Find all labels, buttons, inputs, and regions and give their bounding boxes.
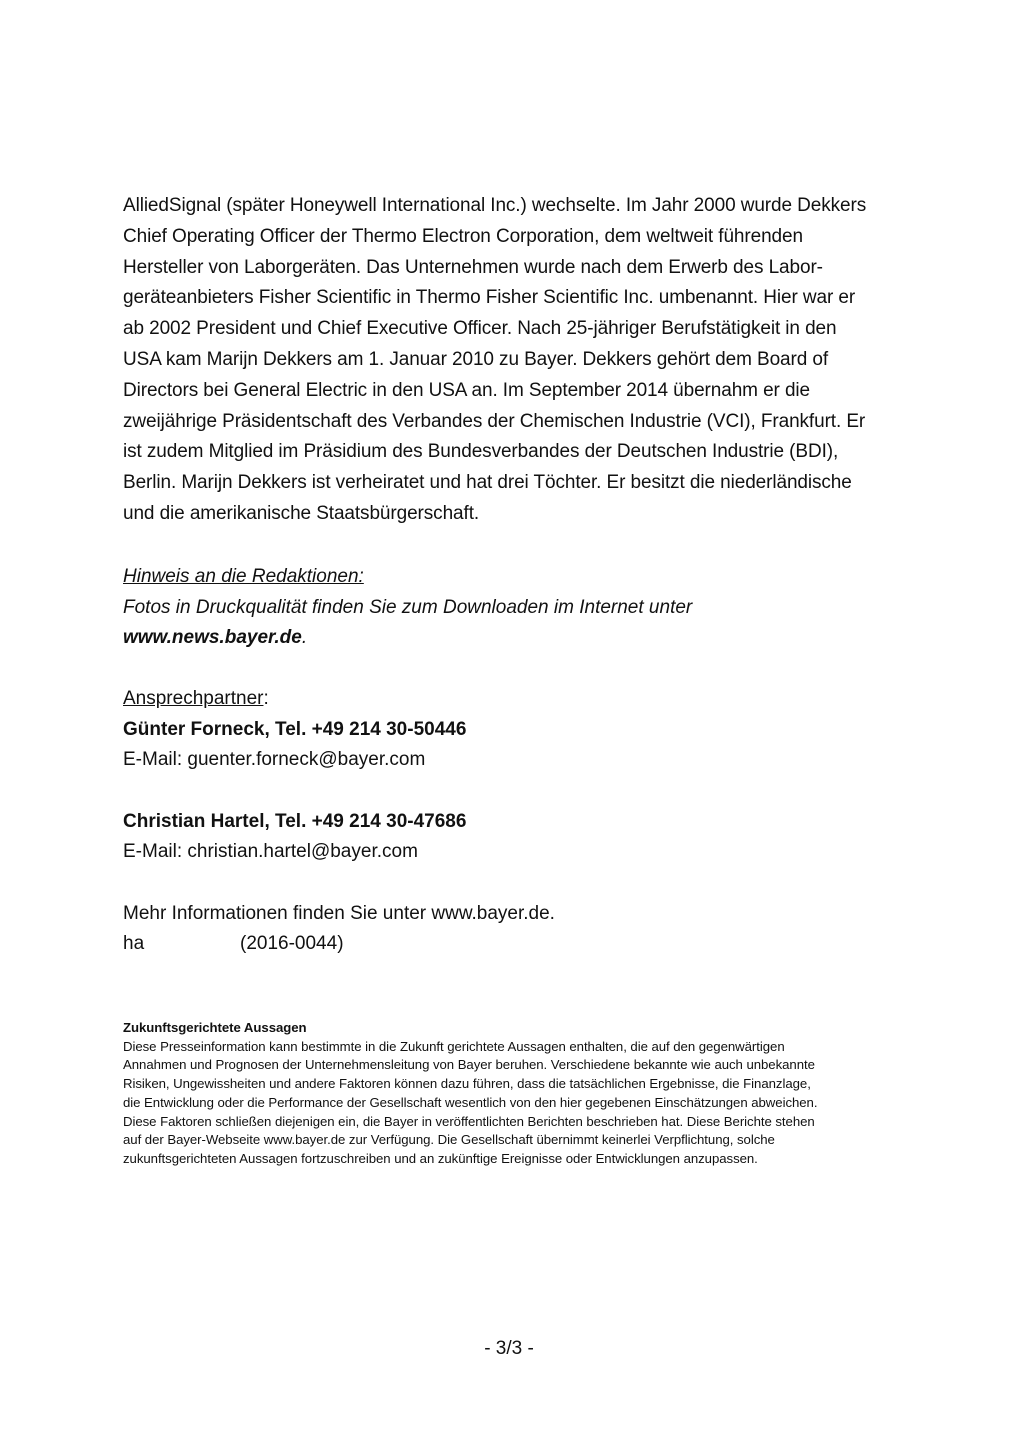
body-line: Hersteller von Laborgeräten. Das Unternehmen wurde nach dem Erwerb des Labor- xyxy=(123,256,823,278)
body-line: zweijährige Präsidentschaft des Verbandes der Chemischen Industrie (VCI), Frankfurt. Er xyxy=(123,410,866,432)
forward-looking-statements xyxy=(123,1019,953,1169)
disclaimer-line: Annahmen und Prognosen der Unternehmensleitung von Bayer beruhen. Verschiedene bekannte wie auch unbekannte xyxy=(123,1057,815,1073)
news-link[interactable]: www.news.bayer.de xyxy=(123,627,302,648)
editor-note-link-row xyxy=(123,623,923,654)
editor-note xyxy=(123,562,923,654)
contact-name-tel: Günter Forneck, Tel. +49 214 30-50446 xyxy=(123,718,467,740)
disclaimer-line: die Entwicklung oder die Performance der Gesellschaft wesentlich von den hier gegebenen Einschätzungen abweichen. xyxy=(123,1094,818,1110)
body-paragraph xyxy=(123,191,953,530)
body-line: Berlin. Marijn Dekkers ist verheiratet und hat drei Töchter. Er besitzt die niederländische xyxy=(123,472,852,494)
disclaimer-line: zukunftsgerichteten Aussagen fortzuschreiben und an zukünftige Ereignisse oder Entwicklungen anzupassen. xyxy=(123,1150,758,1166)
link-suffix: . xyxy=(301,627,308,648)
disclaimer-line: Risiken, Ungewissheiten und andere Faktoren können dazu führen, dass die tatsächlichen Ergebnisse, die Finanzlage, xyxy=(123,1076,811,1092)
body-line: ist zudem Mitglied im Präsidium des Bundesverbandes der Deutschen Industrie (BDI), xyxy=(123,441,839,463)
disclaimer-heading: Zukunftsgerichtete Aussagen xyxy=(123,1020,307,1035)
contact-name-tel: Christian Hartel, Tel. +49 214 30-47686 xyxy=(123,810,467,832)
body-line: ab 2002 President und Chief Executive Officer. Nach 25-jähriger Berufstätigkeit in den xyxy=(123,318,837,340)
body-line: Directors bei General Electric in den USA an. Im September 2014 übernahm er die xyxy=(123,379,811,401)
page-number: - 3/3 - xyxy=(484,1338,534,1359)
contact-email[interactable]: E-Mail: christian.hartel@bayer.com xyxy=(123,841,418,862)
body-line: USA kam Marijn Dekkers am 1. Januar 2010 zu Bayer. Dekkers gehört dem Board of xyxy=(123,348,829,370)
contacts-label-row xyxy=(123,684,923,715)
reference-code: (2016-0044) xyxy=(240,933,344,954)
disclaimer-line: Diese Faktoren schließen diejenigen ein, die Bayer in veröffentlichten Berichten beschrieben hat. Diese Berichte stehen xyxy=(123,1113,815,1129)
body-line: geräteanbieters Fisher Scientific in Thermo Fisher Scientific Inc. umbenannt. Hier war er xyxy=(123,287,856,309)
initials: ha xyxy=(123,933,145,954)
body-line: AlliedSignal (später Honeywell International Inc.) wechselte. Im Jahr 2000 wurde Dekkers xyxy=(123,195,867,216)
editor-note-text: Fotos in Druckqualität finden Sie zum Downloaden im Internet unter xyxy=(123,596,693,618)
disclaimer-line: auf der Bayer-Webseite www.bayer.de zur Verfügung. Die Gesellschaft übernimmt keinerlei Verpflichtung, solche xyxy=(123,1132,775,1148)
contacts-label: Ansprechpartner xyxy=(123,688,264,709)
more-info: Mehr Informationen finden Sie unter www.bayer.de. xyxy=(123,902,555,924)
reference-row xyxy=(123,929,923,960)
body-line: und die amerikanische Staatsbürgerschaft. xyxy=(123,502,480,524)
disclaimer-line: Diese Presseinformation kann bestimmte in die Zukunft gerichtete Aussagen enthalten, die auf den gegenwärtigen xyxy=(123,1038,785,1054)
contacts-label-suffix: : xyxy=(263,688,269,709)
contact-email[interactable]: E-Mail: guenter.forneck@bayer.com xyxy=(123,749,426,770)
body-line: Chief Operating Officer der Thermo Electron Corporation, dem weltweit führenden xyxy=(123,225,803,247)
contacts-section xyxy=(123,684,923,960)
editor-note-heading: Hinweis an die Redaktionen: xyxy=(123,566,364,587)
